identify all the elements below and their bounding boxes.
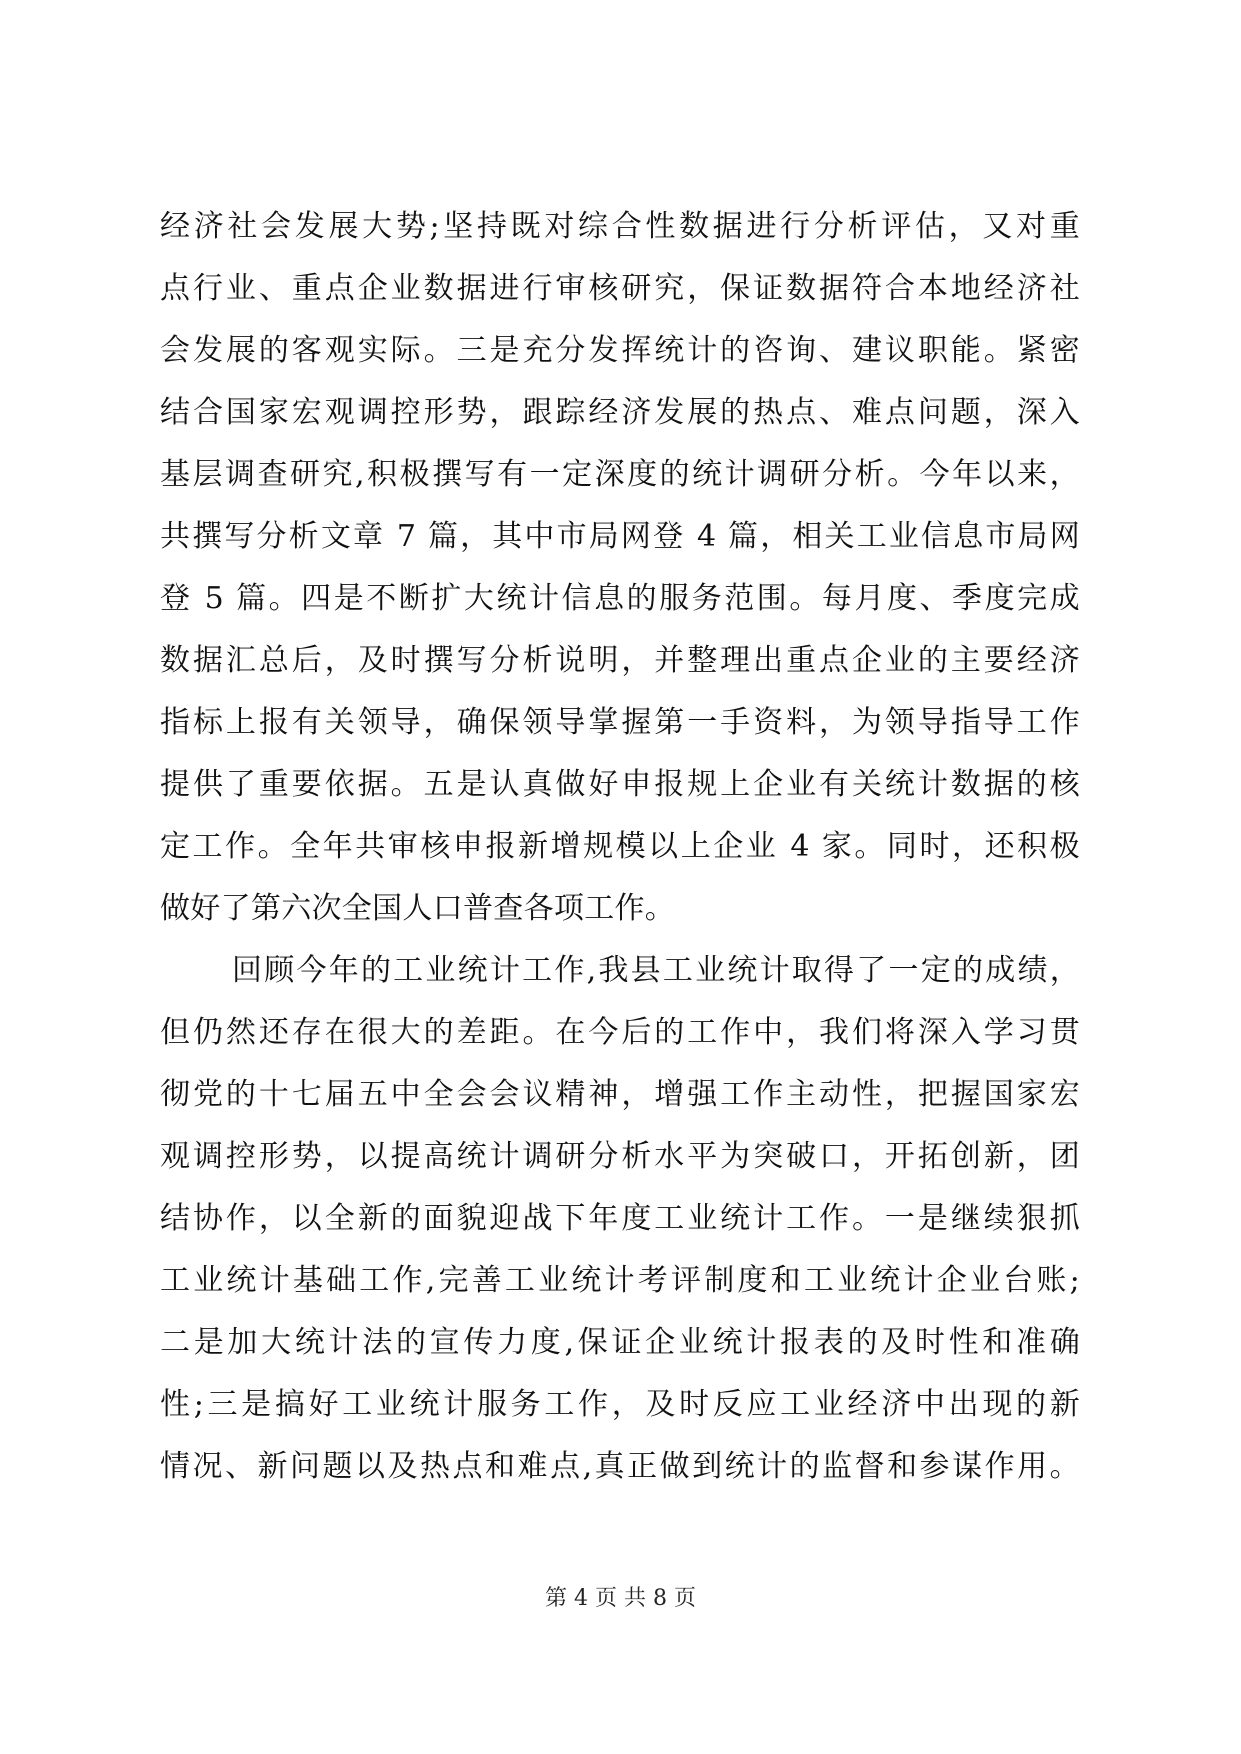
paragraph-2-line-3: 彻党的十七届五中全会会议精神，增强工作主动性，把握国家宏	[160, 1077, 1080, 1112]
page-number-footer: 第 4 页 共 8 页	[545, 1586, 696, 1611]
paragraph-2-line-8: 性;三是搞好工业统计服务工作，及时反应工业经济中出现的新	[160, 1387, 1080, 1422]
paragraph-2-line-5: 结协作，以全新的面貌迎战下年度工业统计工作。一是继续狠抓	[160, 1201, 1080, 1236]
paragraph-2-line-2: 但仍然还存在很大的差距。在今后的工作中，我们将深入学习贯	[160, 1015, 1080, 1050]
paragraph-1-line-4: 结合国家宏观调控形势，跟踪经济发展的热点、难点问题，深入	[160, 395, 1080, 430]
paragraph-1-line-1: 经济社会发展大势;坚持既对综合性数据进行分析评估，又对重	[160, 209, 1080, 244]
paragraph-1-line-11: 定工作。全年共审核申报新增规模以上企业 4 家。同时，还积极	[160, 829, 1080, 864]
paragraph-1-line-7: 登 5 篇。四是不断扩大统计信息的服务范围。每月度、季度完成	[160, 581, 1080, 616]
paragraph-1-line-9: 指标上报有关领导，确保领导掌握第一手资料，为领导指导工作	[160, 705, 1080, 740]
paragraph-2-line-7: 二是加大统计法的宣传力度,保证企业统计报表的及时性和准确	[160, 1325, 1080, 1360]
paragraph-2-line-1: 回顾今年的工业统计工作,我县工业统计取得了一定的成绩，	[232, 953, 1080, 988]
paragraph-2-line-6: 工业统计基础工作,完善工业统计考评制度和工业统计企业台账;	[160, 1263, 1080, 1298]
paragraph-1-line-6: 共撰写分析文章 7 篇，其中市局网登 4 篇，相关工业信息市局网	[160, 519, 1080, 554]
paragraph-1-line-5: 基层调查研究,积极撰写有一定深度的统计调研分析。今年以来，	[160, 457, 1080, 492]
paragraph-1-line-12: 做好了第六次全国人口普查各项工作。	[160, 891, 676, 926]
paragraph-2-line-4: 观调控形势，以提高统计调研分析水平为突破口，开拓创新，团	[160, 1139, 1080, 1174]
paragraph-2-line-9: 情况、新问题以及热点和难点,真正做到统计的监督和参谋作用。	[160, 1449, 1080, 1484]
paragraph-1-line-2: 点行业、重点企业数据进行审核研究，保证数据符合本地经济社	[160, 271, 1080, 306]
paragraph-1-line-3: 会发展的客观实际。三是充分发挥统计的咨询、建议职能。紧密	[160, 333, 1080, 368]
paragraph-1-line-8: 数据汇总后，及时撰写分析说明，并整理出重点企业的主要经济	[160, 643, 1080, 678]
paragraph-1-line-10: 提供了重要依据。五是认真做好申报规上企业有关统计数据的核	[160, 767, 1080, 802]
